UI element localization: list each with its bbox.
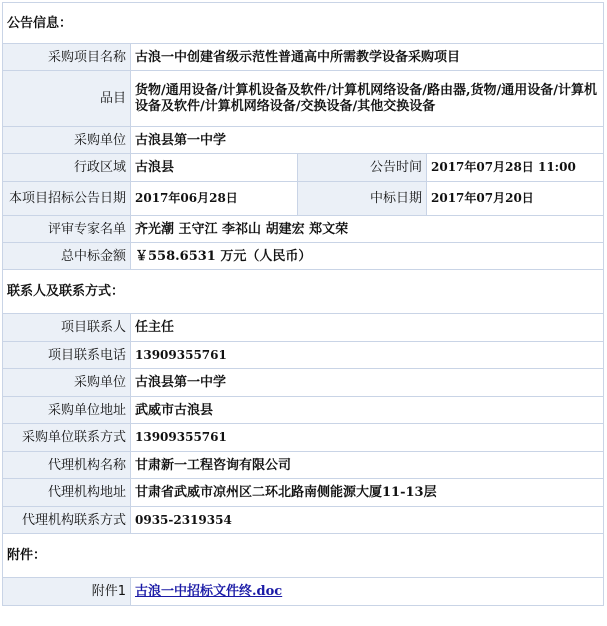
label-project-name: 采购项目名称 bbox=[3, 44, 131, 71]
value-experts: 齐光潮 王守江 李祁山 胡建宏 郑文荣 bbox=[131, 216, 604, 243]
row-agency-phone bbox=[3, 507, 604, 534]
label-contact-purchaser: 采购单位 bbox=[3, 369, 131, 397]
value-items: 货物/通用设备/计算机设备及软件/计算机网络设备/路由器,货物/通用设备/计算机设备及软件/计算机网络设备/交换设备/其他交换设备 bbox=[131, 71, 604, 127]
label-purchaser-phone: 采购单位联系方式 bbox=[3, 424, 131, 452]
notice-table bbox=[2, 2, 604, 606]
label-bid-announce-date: 本项目招标公告日期 bbox=[3, 182, 131, 216]
row-purchaser bbox=[3, 127, 604, 154]
section-row-attachments bbox=[3, 534, 604, 578]
value-contact-purchaser: 古浪县第一中学 bbox=[131, 369, 604, 397]
section-title-attachments: 附件： bbox=[3, 534, 604, 578]
row-agency-name bbox=[3, 452, 604, 479]
row-purchaser-address bbox=[3, 397, 604, 424]
label-agency-name: 代理机构名称 bbox=[3, 452, 131, 479]
value-agency-phone: 0935-2319354 bbox=[131, 507, 604, 534]
value-award-date: 2017年07月20日 bbox=[427, 182, 604, 216]
row-dates bbox=[3, 182, 604, 216]
label-region: 行政区域 bbox=[3, 154, 131, 182]
label-project-contact: 项目联系人 bbox=[3, 314, 131, 342]
label-purchaser: 采购单位 bbox=[3, 127, 131, 154]
label-items: 品目 bbox=[3, 71, 131, 127]
label-total-amount: 总中标金额 bbox=[3, 243, 131, 270]
section-row-announcement bbox=[3, 3, 604, 44]
row-project-contact bbox=[3, 314, 604, 342]
value-announce-time: 2017年07月28日 11:00 bbox=[427, 154, 604, 182]
section-title-contacts: 联系人及联系方式： bbox=[3, 270, 604, 314]
label-experts: 评审专家名单 bbox=[3, 216, 131, 243]
value-purchaser: 古浪县第一中学 bbox=[131, 127, 604, 154]
label-award-date: 中标日期 bbox=[298, 182, 427, 216]
row-experts bbox=[3, 216, 604, 243]
value-agency-address: 甘肃省武威市凉州区二环北路南侧能源大厦11-13层 bbox=[131, 479, 604, 507]
row-purchaser-phone bbox=[3, 424, 604, 452]
value-total-amount: ￥558.6531 万元（人民币） bbox=[131, 243, 604, 270]
value-bid-announce-date: 2017年06月28日 bbox=[131, 182, 298, 216]
value-region: 古浪县 bbox=[131, 154, 298, 182]
label-agency-phone: 代理机构联系方式 bbox=[3, 507, 131, 534]
label-attachment-1: 附件1 bbox=[3, 578, 131, 606]
section-title-announcement: 公告信息： bbox=[3, 3, 604, 44]
row-attachment-1 bbox=[3, 578, 604, 606]
label-project-phone: 项目联系电话 bbox=[3, 342, 131, 369]
value-project-name: 古浪一中创建省级示范性普通高中所需教学设备采购项目 bbox=[131, 44, 604, 71]
label-announce-time: 公告时间 bbox=[298, 154, 427, 182]
value-project-contact: 任主任 bbox=[131, 314, 604, 342]
row-agency-address bbox=[3, 479, 604, 507]
row-total-amount bbox=[3, 243, 604, 270]
label-agency-address: 代理机构地址 bbox=[3, 479, 131, 507]
attachment-link[interactable]: 古浪一中招标文件终.doc bbox=[135, 584, 283, 599]
value-purchaser-phone: 13909355761 bbox=[131, 424, 604, 452]
row-project-name bbox=[3, 44, 604, 71]
value-project-phone: 13909355761 bbox=[131, 342, 604, 369]
row-items bbox=[3, 71, 604, 127]
value-attachment-1 bbox=[131, 578, 604, 606]
value-agency-name: 甘肃新一工程咨询有限公司 bbox=[131, 452, 604, 479]
row-region-time bbox=[3, 154, 604, 182]
value-purchaser-address: 武威市古浪县 bbox=[131, 397, 604, 424]
row-project-phone bbox=[3, 342, 604, 369]
section-row-contacts bbox=[3, 270, 604, 314]
label-purchaser-address: 采购单位地址 bbox=[3, 397, 131, 424]
row-contact-purchaser bbox=[3, 369, 604, 397]
